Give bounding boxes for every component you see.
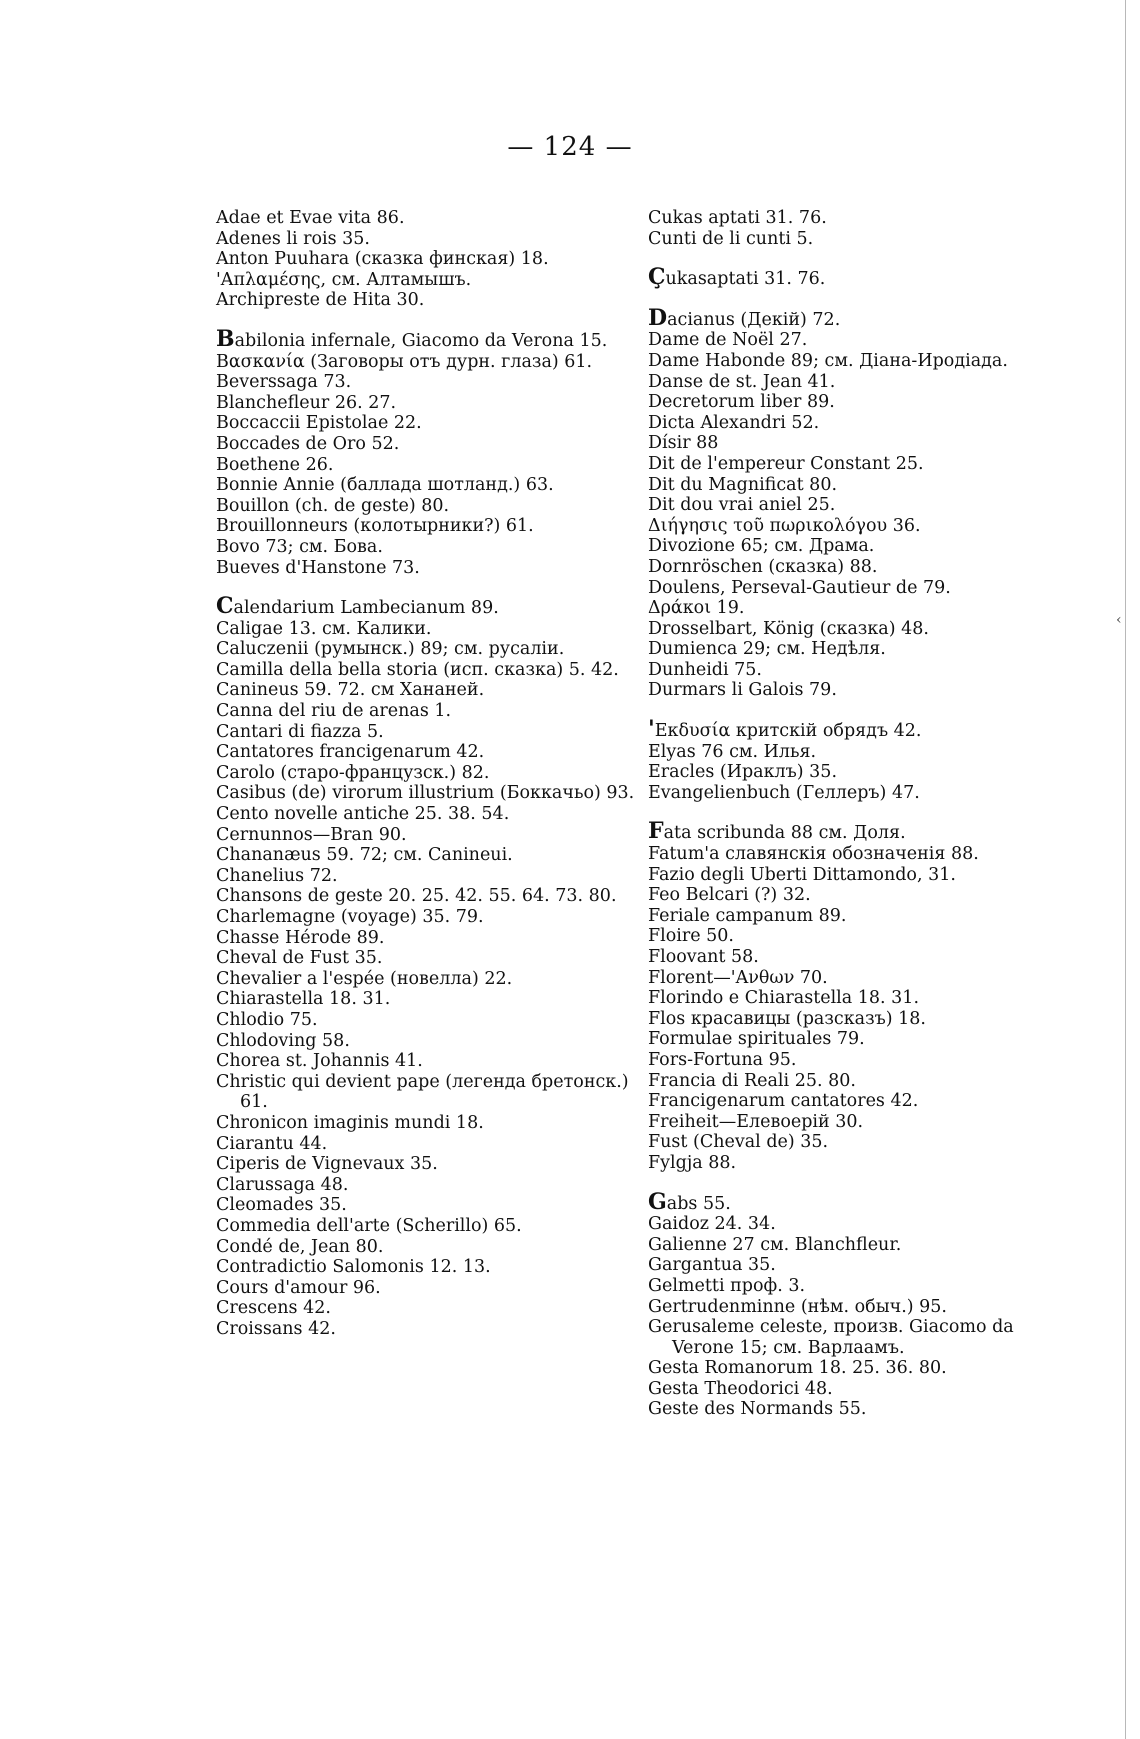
index-entry: Caluczenii (румынск.) 89; см. русалiи.	[216, 639, 565, 660]
index-entry: Danse de st. Jean 41.	[648, 371, 836, 392]
page-number: — 124 —	[507, 132, 633, 162]
index-entry: Cunti de li cunti 5.	[648, 228, 814, 249]
index-entry: Βασκανία (Заговоры отъ дурн. глаза) 61.	[216, 351, 593, 372]
index-column-right	[648, 208, 1068, 1420]
index-entry: Dísir 88	[648, 433, 719, 454]
index-entry: Charlemagne (voyage) 35. 79.	[216, 907, 484, 927]
index-entry: Chiarastella 18. 31.	[216, 989, 391, 1010]
index-entry: Dit dou vrai aniel 25.	[648, 495, 836, 516]
index-entry: Canna del riu de arenas 1.	[216, 701, 452, 722]
index-entry: Çukasaptati 31. 76.	[648, 264, 826, 291]
index-entry: Cento novelle antiche 25. 38. 54.	[216, 804, 510, 825]
index-entry: Freiheit—Елевоерiй 30.	[648, 1111, 864, 1132]
index-entry: Gaidoz 24. 34.	[648, 1214, 776, 1235]
index-entry: Blanchefleur 26. 27.	[216, 392, 397, 413]
index-entry: Anton Puuhara (сказка финская) 18.	[216, 249, 549, 270]
index-entry: 'Εκδυσία критскiй обрядъ 42.	[648, 716, 922, 743]
index-entry: Commedia dell'arte (Scherillo) 65.	[216, 1215, 522, 1236]
index-entry: Feo Belcari (?) 32.	[648, 885, 811, 906]
index-entry: Durmars li Galois 79.	[648, 680, 837, 701]
index-entry: Gesta Theodorici 48.	[648, 1378, 833, 1399]
index-entry: Gerusaleme celeste, произв. Giacomo da Verone 15; см. Варлаамъ.	[648, 1317, 1014, 1358]
index-entry: Bueves d'Hanstone 73.	[216, 557, 420, 578]
index-entry: Chlodio 75.	[216, 1009, 318, 1030]
index-entry: Beverssaga 73.	[216, 372, 352, 393]
index-entry: Chanelius 72.	[216, 865, 338, 886]
index-entry: Carolo (старо-французск.) 82.	[216, 762, 490, 783]
index-entry: Contradictio Salomonis 12. 13.	[216, 1257, 491, 1278]
index-entry: Francia di Reali 25. 80.	[648, 1070, 856, 1091]
index-entry: Casibus (de) virorum illustrium (Боккачьо) 93.	[216, 783, 635, 804]
index-entry: Fors-Fortuna 95.	[648, 1049, 797, 1070]
index-entry: Gargantua 35.	[648, 1255, 776, 1276]
index-entry: Fazio degli Uberti Dittamondo, 31.	[648, 864, 956, 885]
index-entry: Fatum'a славянскiя обозначенiя 88.	[648, 844, 979, 865]
index-entry: Adenes li rois 35.	[216, 228, 370, 249]
index-entry: Ciperis de Vignevaux 35.	[216, 1154, 438, 1175]
index-entry: Dicta Alexandri 52.	[648, 412, 820, 433]
index-entry: Dame Habonde 89; см. Дiана-Иродiада.	[648, 350, 1008, 371]
index-entry: Floovant 58.	[648, 947, 759, 967]
index-entry: Boethene 26.	[216, 454, 334, 475]
index-entry: Cours d'amour 96.	[216, 1277, 381, 1298]
index-entry: Dame de Noël 27.	[648, 330, 808, 351]
index-entry: Florindo e Chiarastella 18. 31.	[648, 988, 920, 1009]
index-entry: Florent—'Ανθων 70.	[648, 967, 828, 988]
index-entry: Clarussaga 48.	[216, 1174, 349, 1195]
index-entry: Cleomades 35.	[216, 1195, 347, 1216]
index-entry: Cheval de Fust 35.	[216, 948, 383, 969]
index-entry: Chronicon imaginis mundi 18.	[216, 1112, 484, 1133]
index-entry: Calendarium Lambecianum 89.	[216, 593, 499, 620]
index-entry: Cukas aptati 31. 76.	[648, 208, 827, 228]
index-column-left	[216, 208, 636, 1339]
index-entry: Chlodoving 58.	[216, 1030, 350, 1051]
index-entry: Evangelienbuch (Геллеръ) 47.	[648, 782, 920, 803]
index-entry: Christic qui devient pape (легенда бретонск.) 61.	[216, 1071, 629, 1113]
index-entry: Doulens, Perseval-Gautieur de 79.	[648, 577, 951, 598]
index-entry: Crescens 42.	[216, 1298, 331, 1319]
index-entry: Brouillonneurs (колотырники?) 61.	[216, 516, 534, 537]
index-entry: Floire 50.	[648, 926, 734, 947]
index-entry: Galienne 27 см. Blanchfleur.	[648, 1234, 902, 1255]
index-entry: Cantari di fiazza 5.	[216, 721, 384, 742]
scan-edge-line	[1125, 0, 1126, 1739]
index-entry: Bovo 73; см. Бова.	[216, 536, 383, 557]
index-entry: Cernunnos—Bran 90.	[216, 824, 407, 845]
index-entry: Fylgja 88.	[648, 1152, 737, 1173]
index-entry: 'Απλαμέσης, см. Алтамышъ.	[216, 269, 472, 290]
index-entry: Croissans 42.	[216, 1318, 336, 1339]
index-entry: Boccaccii Epistolae 22.	[216, 413, 422, 434]
index-entry: Dacianus (Декiй) 72.	[648, 304, 841, 331]
index-entry: Geste des Normands 55.	[648, 1399, 867, 1420]
index-entry: Chevalier a l'espée (новелла) 22.	[216, 968, 513, 989]
index-entry: Francigenarum cantatores 42.	[648, 1091, 919, 1112]
index-entry: Gelmetti проф. 3.	[648, 1275, 806, 1296]
index-entry: Dit de l'empereur Constant 25.	[648, 453, 924, 474]
index-entry: Fust (Cheval de) 35.	[648, 1132, 829, 1153]
index-entry: Dornröschen (сказка) 88.	[648, 556, 878, 577]
index-entry: Boccades de Oro 52.	[216, 433, 400, 454]
index-entry: Condé de, Jean 80.	[216, 1236, 384, 1257]
margin-mark: ‹	[1116, 612, 1122, 628]
index-entry: Adae et Evae vita 86.	[216, 208, 405, 228]
index-entry: Canineus 59. 72. см Хананей.	[216, 680, 485, 701]
index-entry: Gabs 55.	[648, 1188, 731, 1215]
index-entry: Elyas 76 см. Илья.	[648, 741, 817, 762]
index-entry: Divozione 65; см. Драма.	[648, 536, 875, 557]
index-entry: Dumienca 29; см. Недѣля.	[648, 639, 886, 660]
index-entry: Camilla della bella storia (исп. сказка) 5. 42.	[216, 659, 619, 680]
index-entry: Bouillon (ch. de geste) 80.	[216, 495, 450, 516]
index-entry: Feriale campanum 89.	[648, 905, 847, 926]
index-entry: Bonnie Annie (баллада шотланд.) 63.	[216, 475, 554, 496]
index-entry: Chansons de geste 20. 25. 42. 55. 64. 73. 80.	[216, 886, 617, 907]
index-entry: Cantatores francigenarum 42.	[216, 742, 485, 763]
index-entry: Gesta Romanorum 18. 25. 36. 80.	[648, 1358, 947, 1379]
index-entry: Formulae spirituales 79.	[648, 1029, 865, 1050]
index-entry: Chananæus 59. 72; см. Canineui.	[216, 845, 513, 866]
index-entry: Decretorum liber 89.	[648, 392, 835, 413]
index-entry: Dunheidi 75.	[648, 659, 762, 680]
index-entry: Archipreste de Hita 30.	[216, 290, 425, 311]
index-entry: Chorea st. Johannis 41.	[216, 1051, 423, 1072]
index-entry: Δράκοι 19.	[648, 598, 745, 619]
index-entry: Gertrudenminne (нѣм. обыч.) 95.	[648, 1296, 947, 1317]
index-entry: Eracles (Ираклъ) 35.	[648, 762, 838, 783]
index-entry: Διήγησις τοῦ πωρικολόγου 36.	[648, 515, 921, 536]
index-entry: Caligae 13. см. Калики.	[216, 618, 432, 639]
index-entry: Ciarantu 44.	[216, 1133, 328, 1154]
index-entry: Drosselbart, König (сказка) 48.	[648, 618, 929, 639]
index-entry: Babilonia infernale, Giacomo da Verona 15.	[216, 325, 608, 352]
index-entry: Fata scribunda 88 см. Доля.	[648, 818, 906, 845]
index-entry: Dit du Magnificat 80.	[648, 474, 838, 495]
index-entry: Flos красавицы (разсказъ) 18.	[648, 1008, 926, 1029]
index-entry: Chasse Hérode 89.	[216, 927, 385, 948]
